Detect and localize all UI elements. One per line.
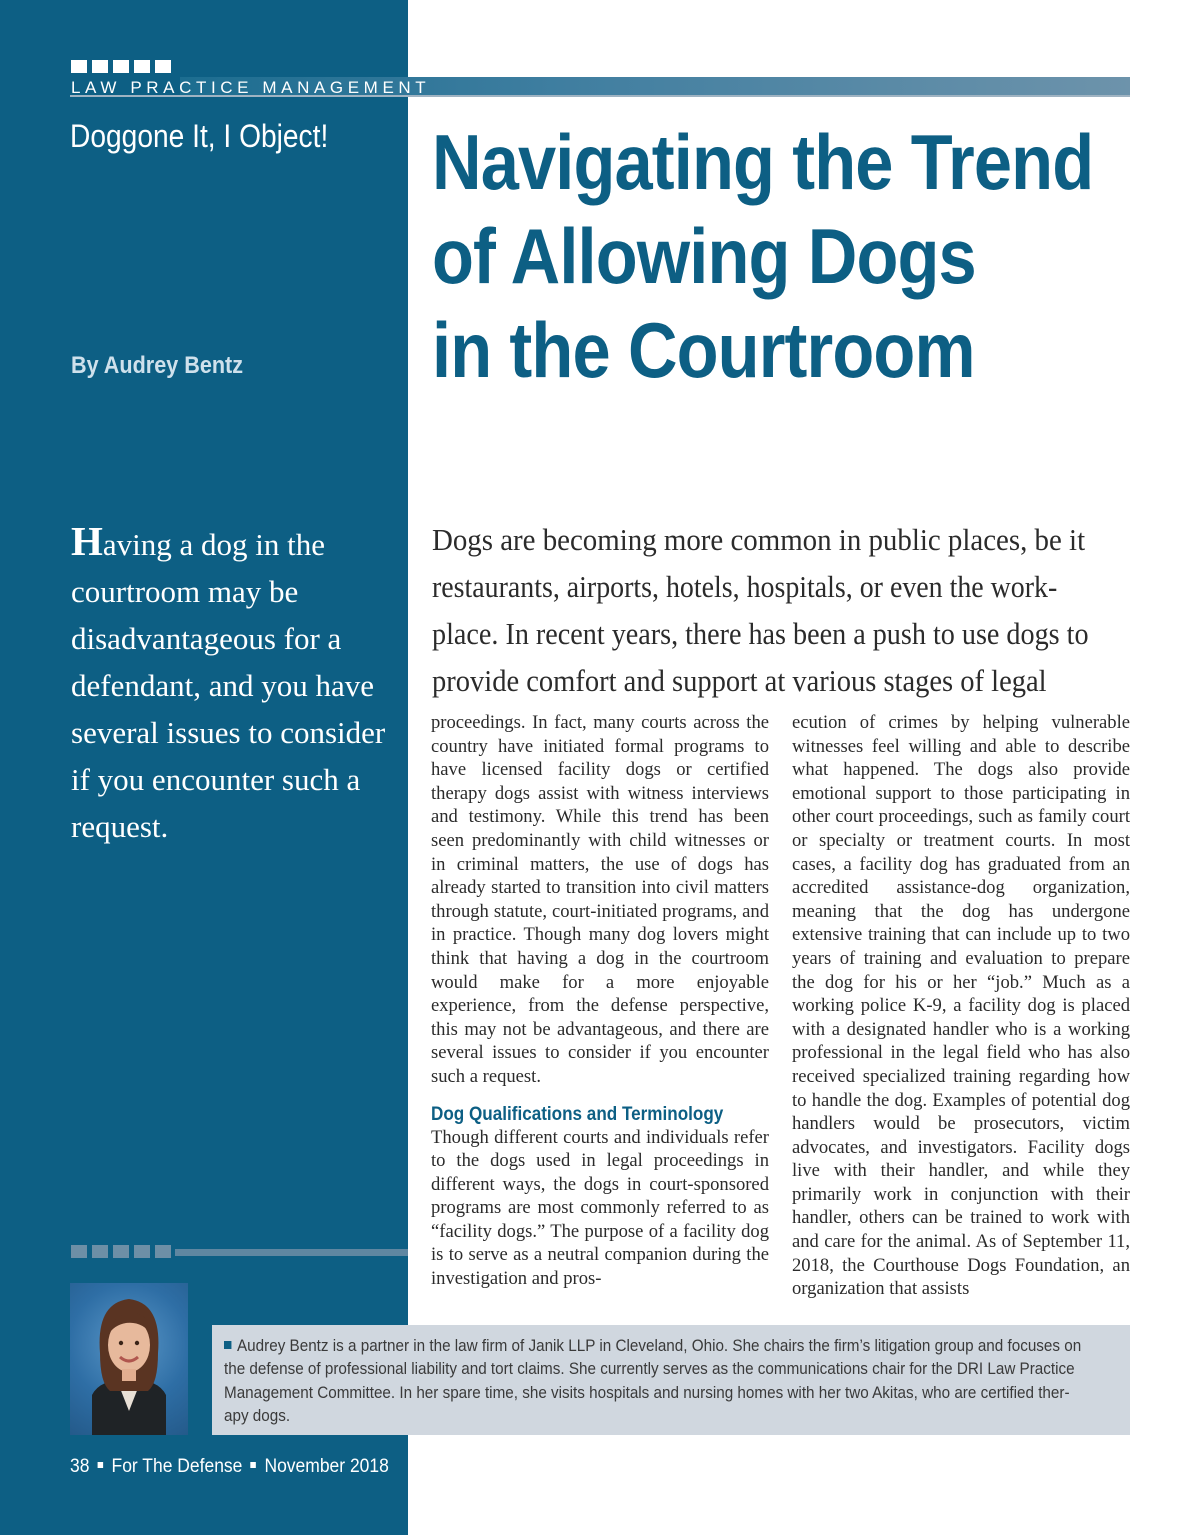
bio-line: Management Committee. In her spare time, she visits hospitals and nursing homes with her two Akitas, who are certified ther-: [224, 1383, 1070, 1402]
paragraph: proceedings. In fact, many courts across the country have initiated formal programs to have licensed facility dogs or certified therapy dogs assist with witness interviews and testimony. While this trend has been seen predominantly with child witnesses or in criminal matters, the use of dogs has already started to transition into civil matters through statute, court-initiated programs, and in practice. Though many dog lovers might think that having a dog in the courtroom would make for a more enjoyable experience, from the defense perspective, this may not be advantageous, and there are several issues to consider if you encounter such a request.: [431, 712, 769, 1087]
bio-rule: [175, 1249, 408, 1256]
paragraph: ecution of crimes by helping vulnerable witnesses feel willing and able to describe what happened. The dogs also provide emotional support to those participating in other court proceedings, such as family court or specialty or treatment courts. In most cases, a facility dog has graduated from an accredited assistance-dog organization, meaning that the dog has undergone extensive training that can include up to two years of training and evaluation to prepare the dog for his or her “job.” Much as a working police K-9, a facility dog is placed with a designated handler who is a working professional in the legal field who has also received specialized training regarding how to handle the dog. Examples of potential dog handlers would be prosecutors, victim advocates, and investigators. Facility dogs live with their handler, and while they primarily work in conjunction with their handler, others can be trained to work with and care for the animal. As of September 11, 2018, the Courthouse Dogs Foundation, an organization that assists: [792, 712, 1130, 1300]
separator-dot: [251, 1462, 257, 1468]
article-title: [432, 115, 1172, 397]
title-line: of Allowing Dogs: [432, 212, 976, 300]
bio-line-text: Audrey Bentz is a partner in the law firm of Janik LLP in Cleveland, Ohio. She chairs the firm’s litigation group and focuses on: [237, 1337, 1082, 1355]
pull-quote: [71, 518, 391, 850]
lede-line: restaurants, airports, hotels, hospitals, or even the work-: [432, 569, 1058, 604]
lede-line: place. In recent years, there has been a push to use dogs to: [432, 616, 1089, 651]
kicker: Doggone It, I Object!: [70, 118, 329, 154]
subheading: Dog Qualifications and Terminology: [431, 1103, 724, 1125]
decorative-squares-bottom: [71, 1245, 171, 1258]
lede-line: Dogs are becoming more common in public places, be it: [432, 522, 1086, 557]
bio-line: [224, 1335, 1082, 1358]
author-photo: [70, 1283, 188, 1435]
body-column-2: [792, 711, 1130, 1301]
lede-line: provide comfort and support at various stages of legal: [432, 663, 1047, 698]
page-footer: [70, 1456, 389, 1478]
title-line: in the Courtroom: [432, 306, 975, 394]
drop-cap: H: [71, 518, 103, 564]
bullet-square-icon: [224, 1341, 231, 1349]
pull-quote-text: aving a dog in the courtroom may be disadvantageous for a defendant, and you have several issues to consider if you encounter such a request.: [71, 527, 386, 844]
lede: [432, 516, 1152, 704]
issue-date: November 2018: [264, 1456, 389, 1477]
decorative-squares-top: [71, 60, 171, 73]
author-bio: [212, 1325, 1130, 1435]
title-line: Navigating the Trend: [432, 118, 1094, 206]
paragraph: Though different courts and individuals refer to the dogs used in legal proceedings in different ways, the dogs in court-sponsored programs are most commonly referred to as “facility dogs.” The purpose of a facility dog is to serve as a neutral companion during the investigation and pros-: [431, 1126, 769, 1290]
page-number: 38: [70, 1456, 90, 1477]
separator-dot: [98, 1462, 104, 1468]
bio-line: the defense of professional liability and tort claims. She currently serves as the communications chair for the DRI Law Practice: [224, 1360, 1075, 1379]
bio-line: apy dogs.: [224, 1407, 291, 1426]
publication-name: For The Defense: [111, 1456, 243, 1477]
section-label: LAW PRACTICE MANAGEMENT: [71, 78, 431, 97]
body-column-1: [431, 711, 769, 1291]
byline: By Audrey Bentz: [71, 352, 244, 379]
author-portrait-illustration: [70, 1283, 188, 1435]
